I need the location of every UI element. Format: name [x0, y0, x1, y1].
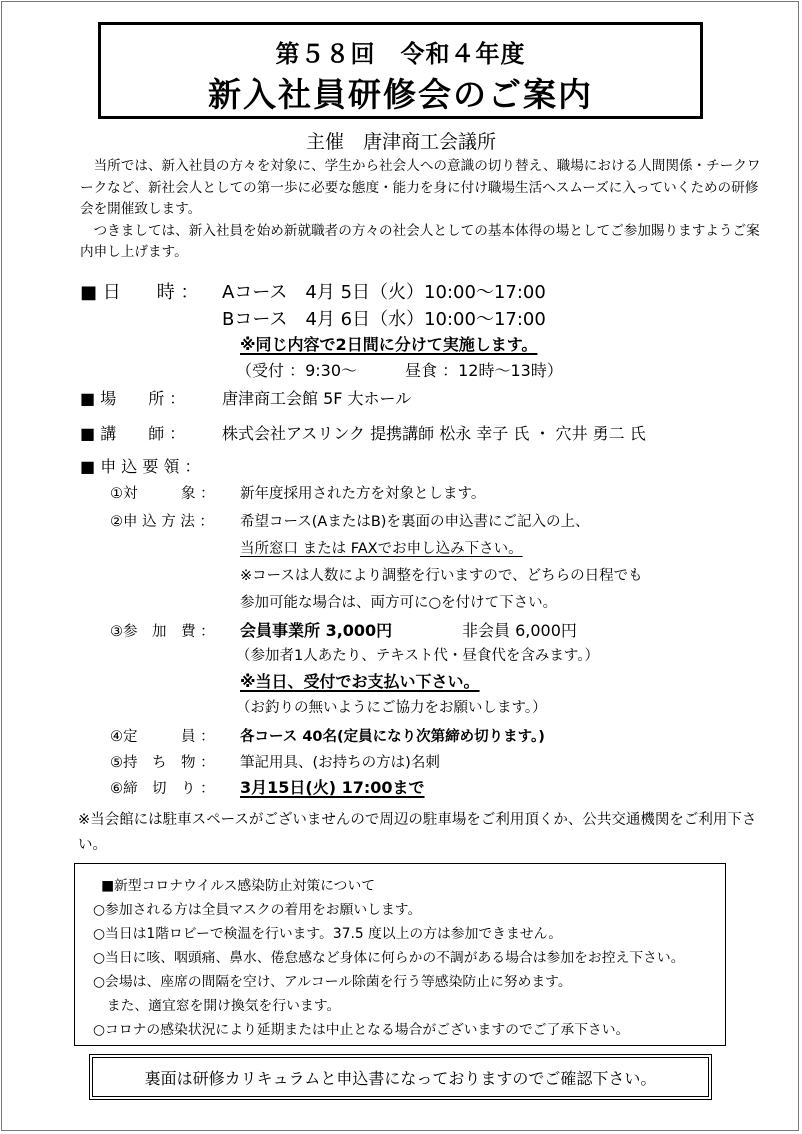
- fee-nonmember: 非会員 6,000円: [462, 621, 577, 640]
- covid-item: ○当日に咳、咽頭痛、鼻水、倦怠感など身体に何らかの不調がある場合は参加をお控え下さい。: [93, 950, 685, 966]
- footer-text: 裏面は研修カリキュラムと申込書になっておりますのでご確認下さい。: [144, 1068, 657, 1088]
- lecturer-value: 株式会社アスリンク 提携講師 松永 幸子 氏 ・ 穴井 勇二 氏: [222, 424, 646, 443]
- fee-note-1: （参加者1人あたり、テキスト代・昼食代を含みます。）: [236, 648, 600, 664]
- deadline-label: ⑥締 切 り ：: [110, 781, 215, 797]
- method-note-2: 参加可能な場合は、両方可に○を付けて下さい。: [240, 595, 558, 611]
- schedule-course-b: Bコース 4月 6日（水）10:00～17:00: [222, 309, 546, 330]
- method-label: ②申 込 方 法 ：: [110, 514, 214, 530]
- lecturer-label: ■ 講 師 ：: [80, 424, 186, 443]
- schedule-label: ■ 日 時 ：: [80, 282, 199, 303]
- method-note-1: ※コースは人数により調整を行いますので、どちらの日程でも: [240, 568, 643, 584]
- organizer: 主催 唐津商工会議所: [305, 131, 496, 153]
- fee-member: 会員事業所 3,000円: [240, 621, 393, 640]
- method-value: 希望コース(AまたはB)を裏面の申込書にご記入の上、: [240, 514, 590, 530]
- application-label: ■ 申 込 要 領 ：: [80, 457, 201, 476]
- target-label: ①対 象 ：: [110, 486, 215, 502]
- covid-item: ○会場は、座席の間隔を空け、アルコール除菌を行う等感染防止に努めます。: [93, 974, 572, 990]
- items-value: 筆記用具、(お持ちの方は)名刺: [240, 755, 440, 771]
- title-session: 第５８回 令和４年度: [275, 40, 526, 68]
- intro-paragraph-2: つきましては、新入社員を始め新就職者の方々の社会人としての基本体得の場としてご参加賜りますようご案内申し上げます。: [80, 222, 760, 260]
- intro: [80, 156, 770, 264]
- method-value-2: 当所窓口 または FAXでお申し込み下さい。: [240, 541, 523, 557]
- deadline-value: 3月15日(火) 17:00まで: [240, 778, 425, 797]
- fee-note-2: ※当日、受付でお支払い下さい。: [240, 672, 480, 691]
- covid-item: ○参加される方は全員マスクの着用をお願いします。: [93, 902, 422, 918]
- title-box: [98, 22, 703, 119]
- covid-measures-box: [74, 863, 726, 1046]
- target-value: 新年度採用された方を対象とします。: [240, 486, 486, 502]
- fee-label: ③参 加 費 ：: [110, 624, 215, 640]
- capacity-label: ④定 員 ：: [110, 729, 215, 745]
- venue-label: ■ 場 所 ：: [80, 389, 186, 408]
- schedule-reception: （受付 ：9:30～ 昼食 ：12時～13時）: [236, 361, 563, 380]
- page-title: 新入社員研修会のご案内: [208, 75, 593, 114]
- parking-note: ※当会館には駐車スペースがございませんので周辺の駐車場をご利用頂くか、公共交通機関をご利用下さい。: [78, 812, 757, 853]
- schedule-same-content-note: ※同じ内容で2日間に分けて実施します。: [240, 335, 538, 354]
- covid-item: ○コロナの感染状況により延期または中止となる場合がございますのでご了承下さい。: [93, 1022, 630, 1038]
- venue-value: 唐津商工会館 5F 大ホール: [222, 389, 412, 408]
- schedule-course-a: Aコース 4月 5日（火）10:00～17:00: [222, 282, 546, 303]
- footer-box: [89, 1054, 712, 1100]
- intro-paragraph-1: 当所では、新入社員の方々を対象に、学生から社会人への意識の切り替え、職場における人間関係・チークワークなど、新社会人としての第一歩に必要な態度・能力を身に付け職場生活へスムーズに入っていくための研修会を開催致します。: [80, 158, 761, 217]
- covid-item: また、適宜窓を開け換気を行います。: [93, 998, 341, 1014]
- covid-title: ■新型コロナウイルス感染防止対策について: [101, 878, 376, 894]
- covid-item: ○当日は1階ロビーで検温を行います。37.5 度以上の方は参加できません。: [93, 926, 562, 942]
- items-label: ⑤持 ち 物 ：: [110, 755, 215, 771]
- fee-note-3: （お釣りの無いようにご協力をお願いします。）: [236, 700, 547, 716]
- capacity-value: 各コース 40名(定員になり次第締め切ります。): [240, 729, 545, 745]
